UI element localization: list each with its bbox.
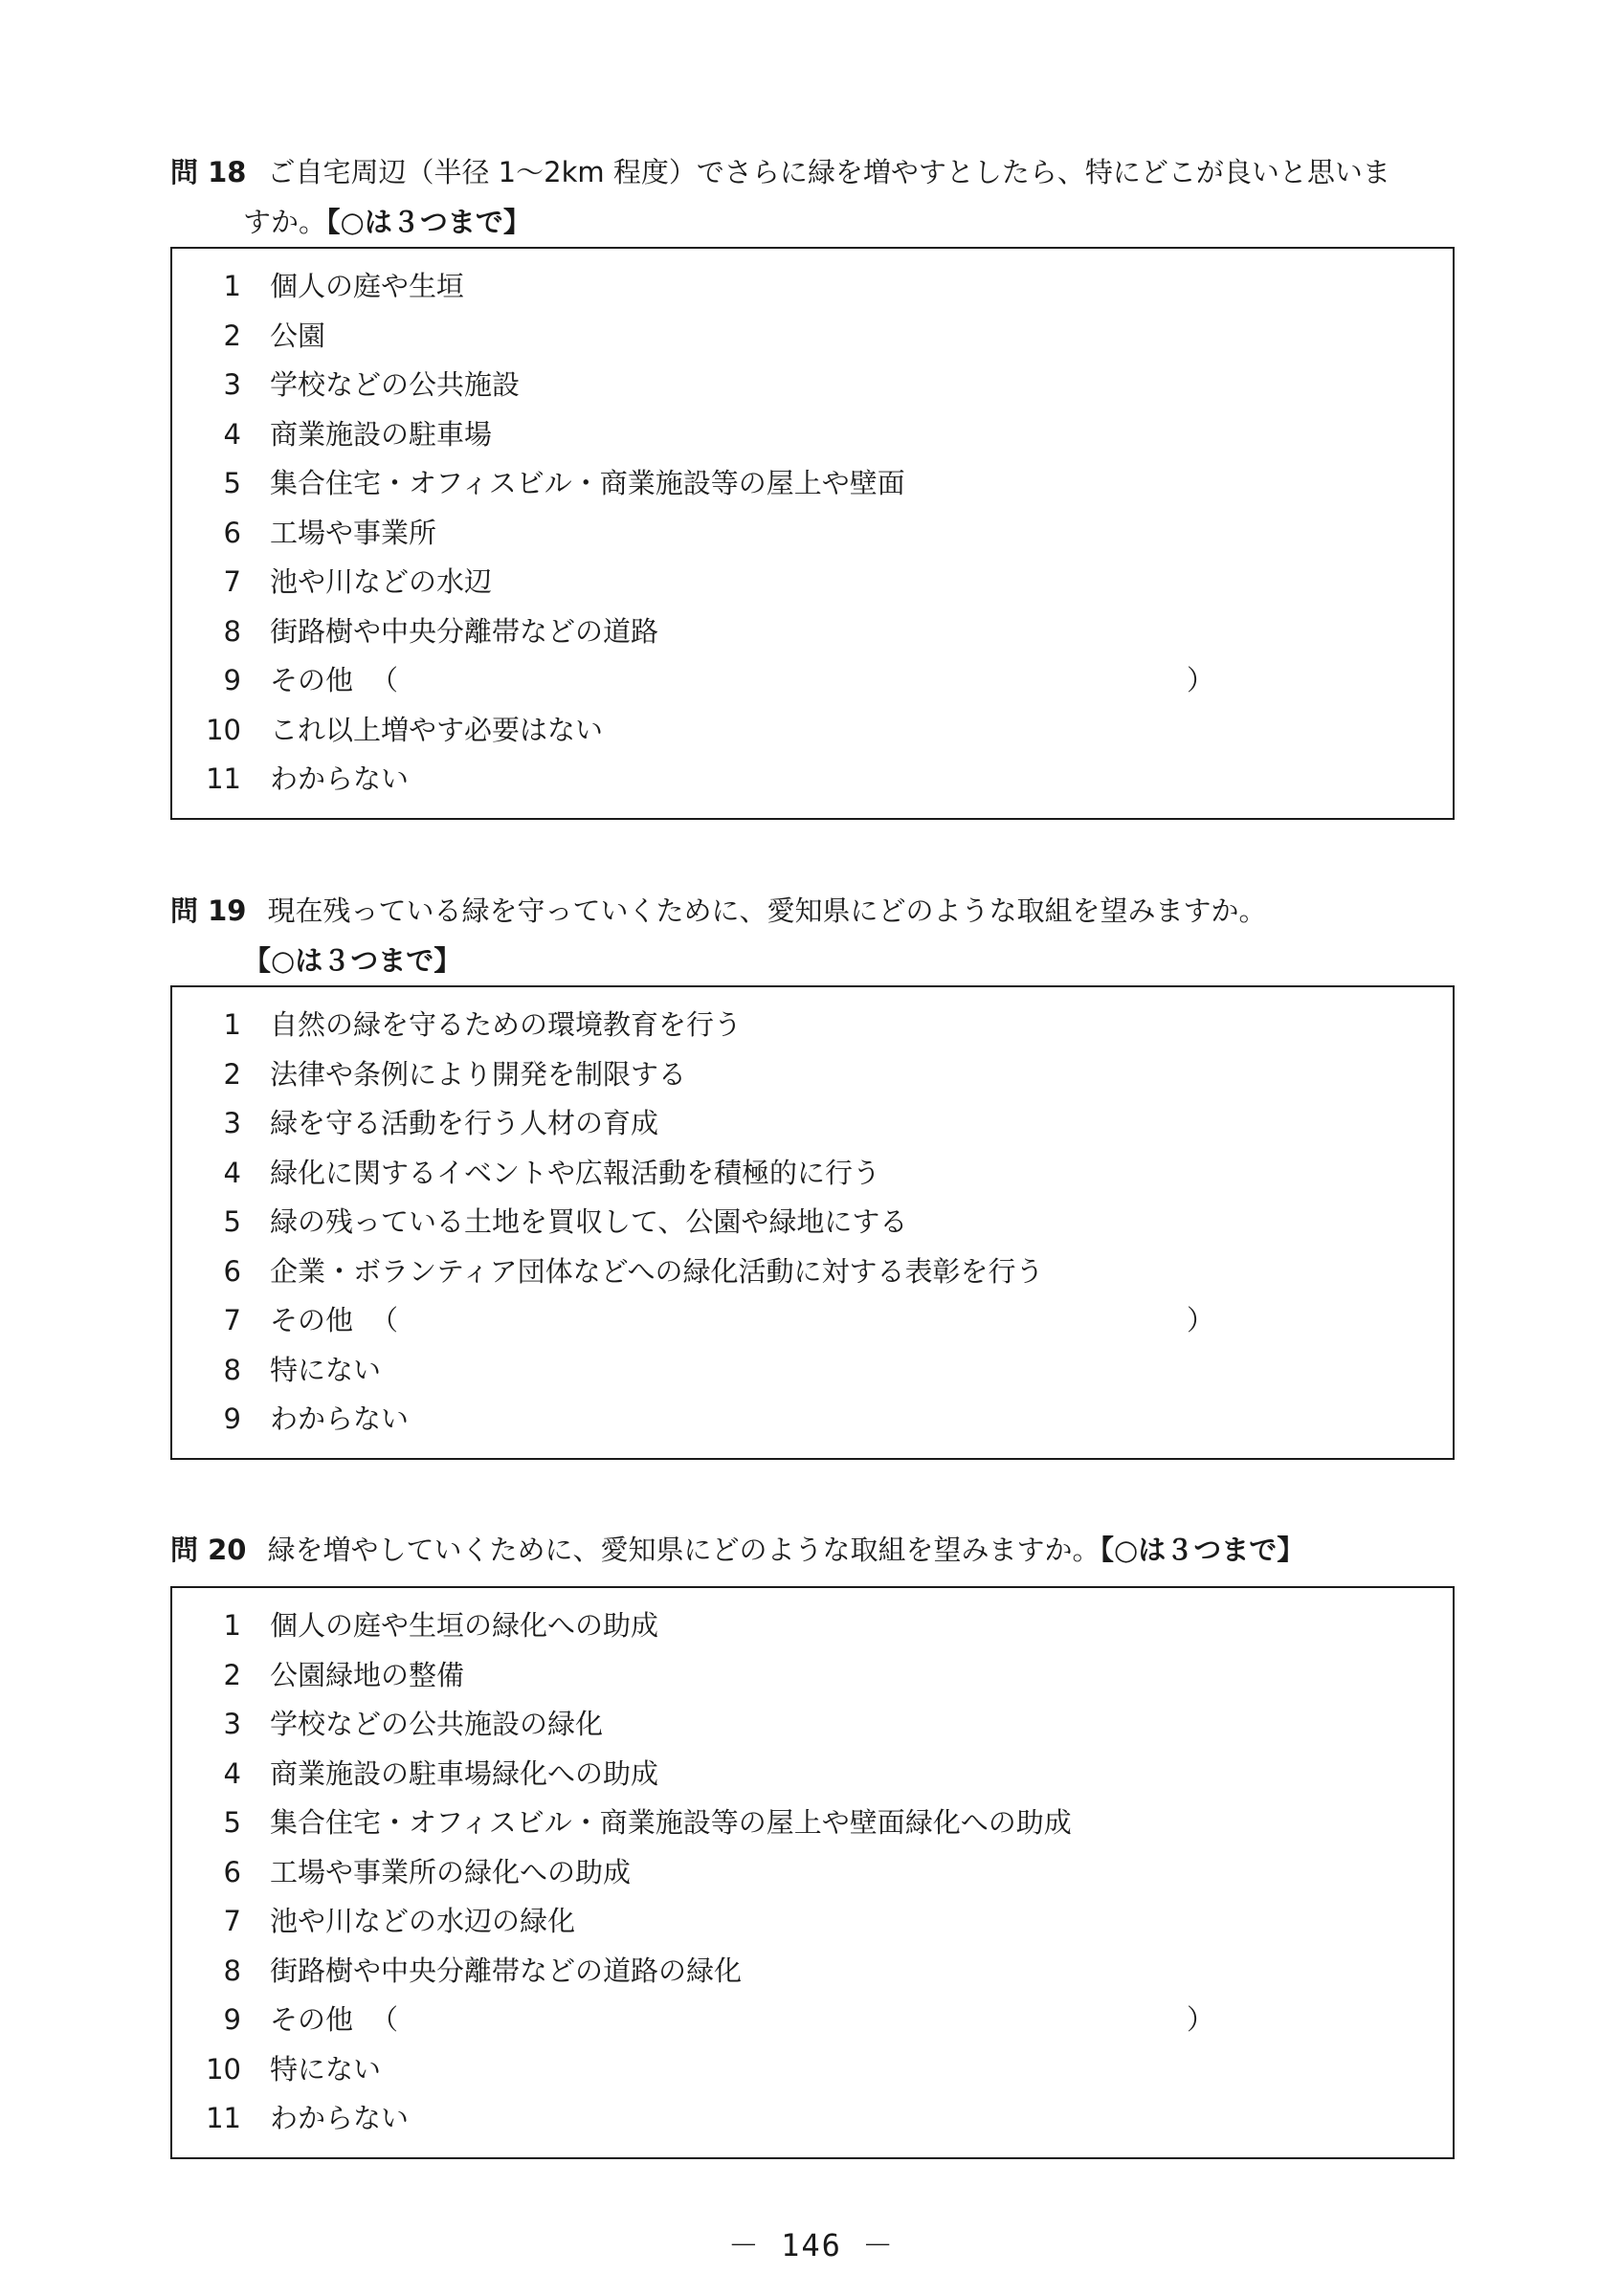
question-20-text-line1: 緑を増やしていくために、愛知県にどのような取組を望みますか。: [267, 1534, 1101, 1566]
question-18: [170, 147, 1453, 820]
question-19-options: [170, 985, 1455, 1460]
close-paren: ）: [1187, 1304, 1215, 1336]
option-label: 緑を守る活動を行う人材の育成: [270, 1107, 659, 1139]
option-label: 商業施設の駐車場: [270, 417, 493, 451]
option-item[interactable]: [172, 1897, 1453, 1947]
question-20: [170, 1525, 1453, 2159]
option-label: 公園: [270, 319, 326, 352]
option-item[interactable]: [172, 1149, 1453, 1199]
option-number: 9: [223, 2003, 241, 2036]
option-number: 1: [223, 1008, 241, 1041]
option-other-label: その他: [270, 664, 354, 696]
option-other-label: その他: [270, 2003, 354, 2036]
option-label: 特にない: [270, 1353, 382, 1386]
option-label: 街路樹や中央分離帯などの道路: [270, 614, 659, 648]
option-item[interactable]: [172, 509, 1453, 559]
option-item[interactable]: [172, 361, 1453, 410]
option-item[interactable]: [172, 2045, 1453, 2095]
option-item[interactable]: [172, 1799, 1453, 1848]
option-number: 8: [223, 1954, 241, 1987]
question-19-heading-cont: [170, 936, 1453, 985]
option-label: 個人の庭や生垣の緑化への助成: [270, 1609, 659, 1642]
option-label: 工場や事業所: [270, 516, 437, 549]
option-item[interactable]: [172, 1395, 1453, 1445]
option-item[interactable]: [172, 1750, 1453, 1799]
option-number: 11: [206, 2102, 241, 2134]
option-number: 11: [206, 762, 241, 795]
option-item[interactable]: [172, 459, 1453, 509]
option-number: 3: [223, 368, 241, 401]
option-number: 5: [223, 467, 241, 499]
option-number: 10: [206, 713, 241, 746]
option-number: 4: [223, 1756, 241, 1790]
question-19: [170, 886, 1453, 1460]
option-item[interactable]: [172, 755, 1453, 805]
question-19-text-line1: 現在残っている緑を守っていくために、愛知県にどのような取組を望みますか。: [267, 894, 1267, 927]
question-18-number: 問 18: [170, 156, 247, 188]
option-label: わからない: [270, 1402, 410, 1435]
question-19-heading: [170, 886, 1453, 936]
option-label: 公園緑地の整備: [270, 1658, 465, 1691]
option-label: [270, 1996, 398, 2045]
option-number: 4: [223, 1156, 241, 1189]
option-number: 9: [223, 664, 241, 696]
question-18-heading: [170, 147, 1453, 197]
question-19-number: 問 19: [170, 894, 247, 927]
question-18-text-line2: すか。: [243, 206, 327, 238]
option-label: わからない: [270, 762, 410, 795]
option-label: わからない: [270, 2102, 410, 2134]
option-label: 集合住宅・オフィスビル・商業施設等の屋上や壁面: [270, 467, 905, 499]
open-paren: （: [370, 1304, 399, 1336]
option-item-other[interactable]: [172, 656, 1453, 706]
option-label: 街路樹や中央分離帯などの道路の緑化: [270, 1954, 743, 1987]
option-number: 8: [223, 1353, 241, 1386]
option-number: 5: [223, 1806, 241, 1839]
option-label: 商業施設の駐車場緑化への助成: [270, 1756, 659, 1790]
option-number: 10: [206, 2052, 241, 2086]
option-number: 7: [223, 1905, 241, 1937]
option-label: 自然の緑を守るための環境教育を行う: [270, 1008, 743, 1041]
option-number: 3: [223, 1107, 241, 1139]
question-20-limit: 【○は３つまで】: [1100, 1534, 1305, 1566]
option-label: 学校などの公共施設の緑化: [270, 1708, 604, 1740]
option-label: 工場や事業所の緑化への助成: [270, 1855, 632, 1888]
option-item[interactable]: [172, 1947, 1453, 1997]
option-number: 6: [223, 516, 241, 549]
option-label: 池や川などの水辺: [270, 565, 493, 598]
option-number: 2: [223, 1057, 241, 1091]
option-label: 個人の庭や生垣: [270, 270, 465, 302]
question-18-heading-cont: [170, 197, 1453, 247]
option-label: 池や川などの水辺の緑化: [270, 1905, 576, 1937]
option-number: 5: [223, 1205, 241, 1238]
option-item[interactable]: [172, 1050, 1453, 1100]
option-item[interactable]: [172, 410, 1453, 460]
option-label: 緑化に関するイベントや広報活動を積極的に行う: [270, 1156, 881, 1189]
page-number: － 146 －: [727, 2227, 896, 2263]
option-label: これ以上増やす必要はない: [270, 713, 604, 746]
option-item[interactable]: [172, 1848, 1453, 1898]
option-item[interactable]: [172, 2094, 1453, 2144]
question-20-number: 問 20: [170, 1534, 247, 1566]
option-label: [270, 1296, 398, 1346]
option-number: 8: [223, 614, 241, 648]
option-item[interactable]: [172, 312, 1453, 362]
option-number: 4: [223, 417, 241, 451]
question-18-text-line1: ご自宅周辺（半径 1～2km 程度）でさらに緑を増やすとしたら、特にどこが良いと思いま: [267, 156, 1390, 188]
option-item[interactable]: [172, 1346, 1453, 1396]
option-label: 緑の残っている土地を買収して、公園や緑地にする: [270, 1205, 908, 1238]
open-paren: （: [370, 2003, 399, 2036]
question-18-limit: 【○は３つまで】: [326, 206, 531, 238]
option-item[interactable]: [172, 1700, 1453, 1750]
question-20-options: [170, 1586, 1455, 2159]
option-label: 学校などの公共施設: [270, 368, 521, 401]
option-item[interactable]: [172, 558, 1453, 607]
question-19-limit: 【○は３つまで】: [243, 944, 462, 977]
option-number: 7: [223, 565, 241, 598]
option-number: 3: [223, 1708, 241, 1740]
question-20-heading: [170, 1525, 1453, 1575]
close-paren: ）: [1187, 2003, 1215, 2036]
option-number: 2: [223, 1658, 241, 1691]
option-item-other[interactable]: [172, 1996, 1453, 2045]
option-item[interactable]: [172, 1247, 1453, 1297]
option-other-label: その他: [270, 1304, 354, 1336]
option-number: 9: [223, 1402, 241, 1435]
option-number: 6: [223, 1254, 241, 1288]
option-number: 6: [223, 1855, 241, 1888]
option-label: 特にない: [270, 2052, 382, 2086]
option-number: 2: [223, 319, 241, 352]
open-paren: （: [370, 664, 399, 696]
option-label: [270, 656, 398, 706]
option-label: 企業・ボランティア団体などへの緑化活動に対する表彰を行う: [270, 1254, 1044, 1288]
option-number: 7: [223, 1304, 241, 1336]
option-item[interactable]: [172, 706, 1453, 756]
option-item[interactable]: [172, 1651, 1453, 1701]
option-item[interactable]: [172, 1198, 1453, 1247]
close-paren: ）: [1187, 664, 1215, 696]
option-item[interactable]: [172, 607, 1453, 657]
option-item[interactable]: [172, 1099, 1453, 1149]
option-item-other[interactable]: [172, 1296, 1453, 1346]
option-item[interactable]: [172, 1001, 1453, 1050]
option-item[interactable]: [172, 262, 1453, 312]
option-number: 1: [223, 1609, 241, 1642]
option-item[interactable]: [172, 1601, 1453, 1651]
option-number: 1: [223, 270, 241, 302]
question-18-options: [170, 247, 1455, 820]
option-label: 法律や条例により開発を制限する: [270, 1057, 687, 1091]
option-label: 集合住宅・オフィスビル・商業施設等の屋上や壁面緑化への助成: [270, 1806, 1072, 1839]
